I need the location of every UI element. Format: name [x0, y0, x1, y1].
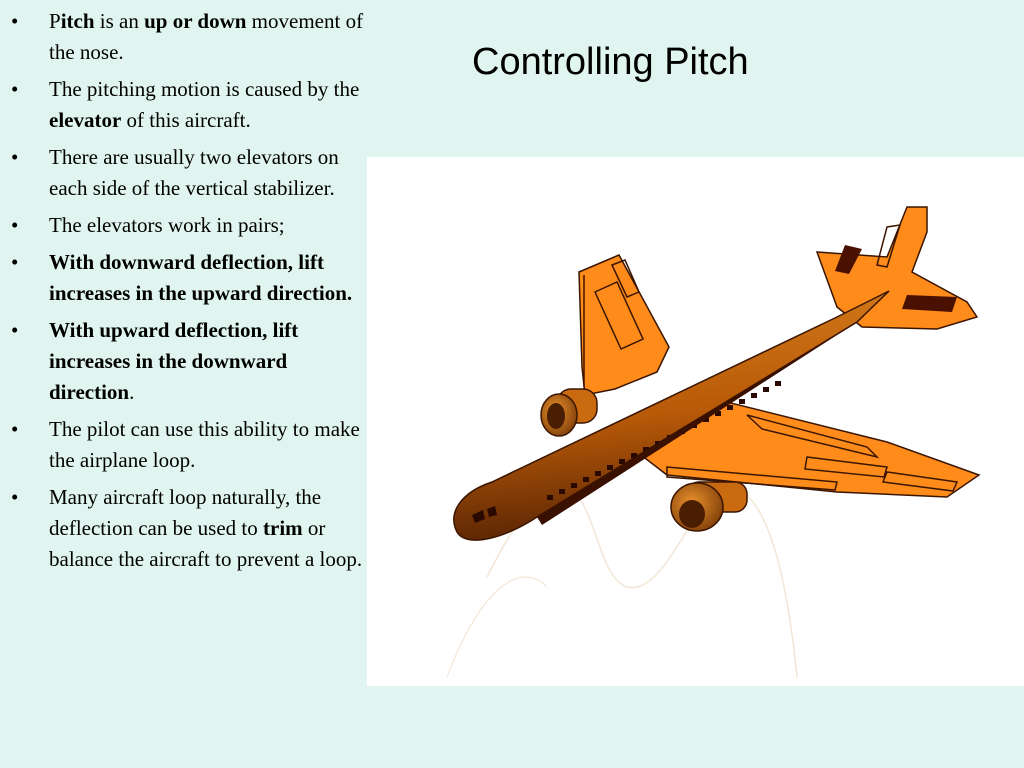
- bullet-text: movement of the nose.: [49, 9, 364, 64]
- airplane-icon: [367, 157, 1024, 686]
- bullet-text-bold: elevator: [49, 108, 122, 132]
- bullet-text: The pilot can use this ability to make the airplane loop.: [49, 417, 360, 472]
- bullet-dot-icon: •: [11, 485, 19, 509]
- bullet-text-bold: With upward deflection, lift increases in the downward direction: [49, 318, 299, 404]
- lower-engine: [671, 482, 747, 531]
- bullet-text: or balance the aircraft to prevent a loop.: [49, 516, 363, 571]
- bullet-text: There are usually two elevators on each side of the vertical stabilizer.: [49, 145, 339, 200]
- bullet-item: [0, 74, 372, 136]
- bullet-dot-icon: •: [11, 77, 19, 101]
- bullet-item: [0, 315, 372, 408]
- bullet-dot-icon: •: [11, 250, 19, 274]
- upper-wing: [579, 255, 669, 395]
- bullet-text-bold: up or down: [144, 9, 247, 33]
- bullet-text-bold: itch: [60, 9, 95, 33]
- bullet-item: [0, 210, 372, 241]
- tail: [817, 207, 977, 329]
- bullet-text: .: [129, 380, 135, 404]
- bullet-dot-icon: •: [11, 417, 19, 441]
- bullet-dot-icon: •: [11, 213, 19, 237]
- bullet-item: [0, 414, 372, 476]
- bullet-text: of this aircraft.: [121, 108, 251, 132]
- bullet-text: P: [49, 9, 61, 33]
- bullet-dot-icon: •: [11, 318, 19, 342]
- bullet-dot-icon: •: [11, 145, 19, 169]
- bullet-item: [0, 482, 372, 575]
- bullet-text: Many aircraft loop naturally, the deflection can be used to: [49, 485, 322, 540]
- bullet-dot-icon: •: [11, 9, 19, 33]
- slide-title: Controlling Pitch: [472, 41, 749, 83]
- bullet-item: [0, 6, 372, 68]
- bullet-text-bold: trim: [263, 516, 303, 540]
- bullet-text: The pitching motion is caused by the: [49, 77, 360, 101]
- bullet-list: [0, 6, 372, 581]
- airplane-image-panel: [367, 157, 1024, 686]
- upper-engine: [541, 389, 597, 436]
- bullet-text: The elevators work in pairs;: [49, 213, 285, 237]
- bullet-text: is an: [94, 9, 145, 33]
- bullet-item: [0, 247, 372, 309]
- bullet-text-bold: With downward deflection, lift increases in the upward direction.: [49, 250, 353, 305]
- bullet-item: [0, 142, 372, 204]
